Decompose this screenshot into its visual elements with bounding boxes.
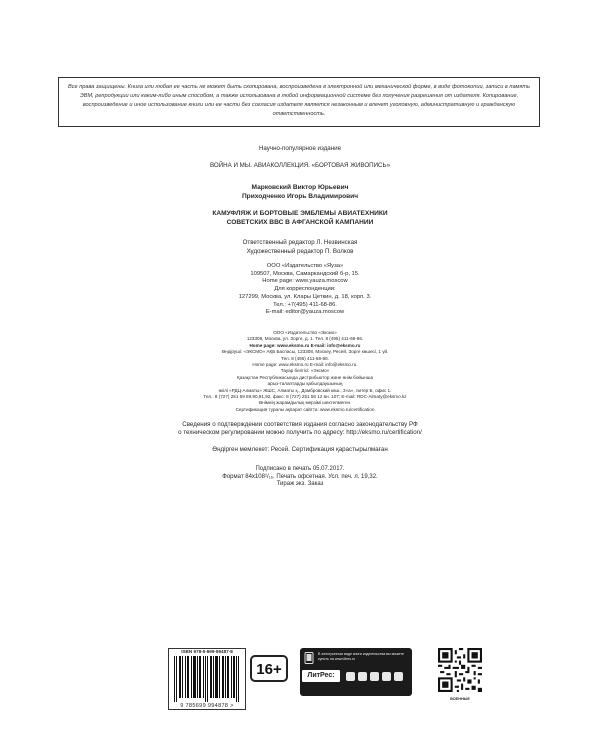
print-signed: Подписано в печать 05.07.2017. bbox=[255, 466, 345, 472]
editor-art: Художественный редактор П. Волков bbox=[246, 248, 354, 255]
publisher-line: E-mail: editor@yauza.moscow bbox=[265, 309, 345, 316]
print-info bbox=[200, 466, 400, 489]
ebook-device-icon bbox=[303, 652, 315, 664]
eksmo-line: Тел. 8 (495) 411-68-86. bbox=[281, 355, 329, 361]
apple-icon bbox=[358, 672, 367, 681]
publisher-line: 109507, Москва, Самаркандский б-р, 15. bbox=[250, 270, 360, 277]
litres-promo-text: В электронном виде книги издательства вы можете купить на www.litres.ru bbox=[318, 652, 404, 661]
publisher-block bbox=[170, 263, 440, 317]
eksmo-line: Тел.: 8 (727) 251 59 89,90,91,92, факс: 8 (727) 251 58 12 вн. 107; E-mail: RDC-Almaty@eksmo.kz bbox=[203, 394, 407, 400]
print-run: Тираж экз. Заказ bbox=[276, 481, 324, 488]
publisher-line: Home page: www.yauza.moscow bbox=[262, 278, 348, 285]
app-store-icon bbox=[346, 672, 355, 681]
eksmo-line: өкілі «РДЦ-Алматы» ЖШС, Алматы қ., Домбровский көш., 3«а», литер Б, офис 1. bbox=[218, 387, 392, 393]
barcode-digits: 9 785699 994878 > bbox=[180, 703, 234, 709]
qr-code-icon bbox=[438, 648, 482, 692]
author-1: Марковский Виктор Юрьевич bbox=[251, 184, 349, 191]
windows-icon bbox=[382, 672, 391, 681]
series-title: ВОЙНА И МЫ. АВИАКОЛЛЕКЦИЯ. «БОРТОВАЯ ЖИВОПИСЬ» bbox=[209, 162, 391, 169]
book-title-line-2: СОВЕТСКИХ ВВС В АФГАНСКОЙ КАМПАНИИ bbox=[226, 219, 374, 226]
eksmo-line: Қазақстан Республикасында дистрибьютор және өнім бойынша bbox=[236, 374, 374, 380]
kz-country-notice: Өндірген мемлекет: Ресей. Сертификация қарастырылмаған bbox=[212, 446, 388, 453]
certification-line: Сведения о подтверждении соответствия издания согласно законодательству РФ bbox=[182, 421, 418, 428]
author-2: Приходченко Игорь Владимирович bbox=[241, 193, 359, 200]
publisher-line: 127299, Москва, ул. Клары Цеткин, д. 18, корп. 3. bbox=[238, 293, 372, 300]
litres-logo: ЛитРес: bbox=[302, 670, 340, 682]
editor-responsible: Ответственный редактор Л. Незвинская bbox=[242, 239, 358, 246]
eksmo-block bbox=[170, 330, 440, 413]
certification-notice bbox=[0, 421, 600, 437]
eksmo-line: арыз-талаптарды қабылдаушының bbox=[267, 381, 343, 387]
publisher-line: Тел.: +7(495) 411-68-86. bbox=[273, 301, 337, 308]
android-icon bbox=[370, 672, 379, 681]
print-format: Формат 84x108¹/₁₆. Печать офсетная. Усл. печ. л. 19,32. bbox=[222, 473, 378, 480]
rights-notice: Все права защищены. Книга или любая ее часть не может быть скопирована, воспроизведена в электронной или механической форме, в виде фотокопии, записи в память ЭВМ, репродукции или каким-либо иным способом, а также использована в любой информационной системе без получения разрешения от издателя. Копирование, воспроизведение и иное использование книги или ее части без согласия издателя является незаконным и влечет уголовную, административную и гражданскую ответственность. bbox=[68, 84, 530, 117]
qr-code-box bbox=[438, 648, 482, 701]
barcode-icon bbox=[172, 656, 242, 702]
eksmo-line: Home page: www.eksmo.ru E-mail: info@eksmo.ru. bbox=[252, 362, 358, 368]
eksmo-line: Home page: www.eksmo.ru E-mail: info@eksmo.ru bbox=[249, 342, 361, 348]
publisher-line: ООО «Издательство «Яуза» bbox=[266, 263, 344, 269]
eksmo-line: Сертификация туралы ақпарат сайтта: www.eksmo.ru/certification bbox=[235, 406, 375, 412]
isbn-number: ISBN 978-5-699-99487-8 bbox=[181, 649, 233, 654]
eksmo-line: Өндіруші: «ЭКСМО» АҚБ Баспасы, 123308, Мәскеу, Ресей, Зорге көшесі, 1 үй. bbox=[221, 349, 389, 355]
eksmo-line: Тауар белгісі: «Эксмо» bbox=[280, 368, 330, 374]
rights-notice-box bbox=[58, 77, 540, 127]
eksmo-line: Өнімнің жарамдылық мерзімі шектелмеген. bbox=[258, 400, 352, 406]
age-rating-badge: 16+ bbox=[250, 655, 288, 682]
eksmo-line: ООО «Издательство «Эксмо» bbox=[273, 330, 337, 335]
qr-label: ВОЕННЫЕ bbox=[450, 697, 470, 701]
publisher-line: Для корреспонденции: bbox=[274, 286, 336, 293]
book-title-line-1: КАМУФЛЯЖ И БОРТОВЫЕ ЭМБЛЕМЫ АВИАТЕХНИКИ bbox=[212, 210, 388, 217]
genre-label: Научно-популярное издание bbox=[258, 145, 342, 152]
eksmo-line: 123308, Москва, ул. Зорге, д. 1. Тел. 8 (495) 411-68-86. bbox=[246, 336, 364, 342]
windows-phone-icon bbox=[394, 672, 403, 681]
certification-line: о техническом регулировании можно получить по адресу: http://eksmo.ru/certification/ bbox=[178, 429, 422, 436]
